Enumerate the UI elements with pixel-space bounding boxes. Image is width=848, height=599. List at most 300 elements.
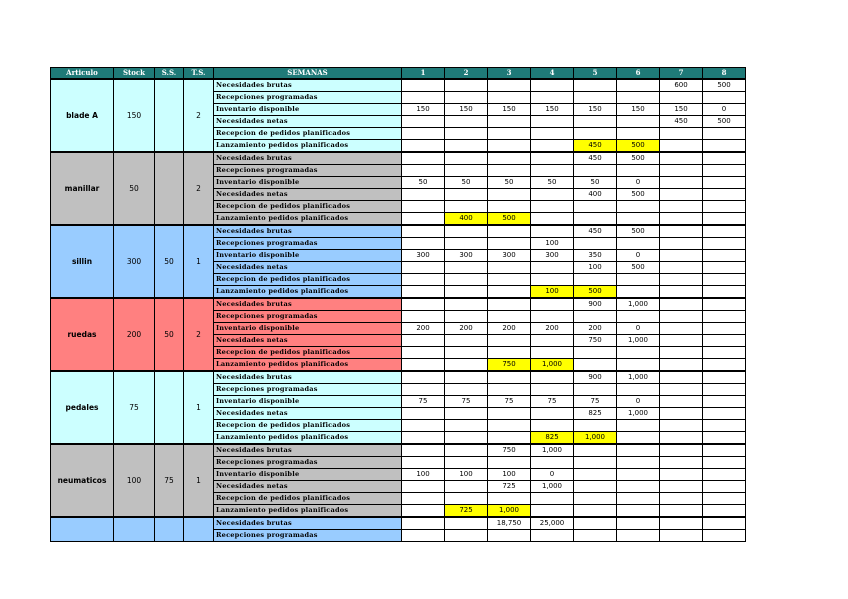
week-cell: 50 <box>488 177 531 189</box>
week-cell <box>488 140 531 153</box>
week-cell: 300 <box>531 250 574 262</box>
week-cell: 750 <box>488 444 531 457</box>
week-cell <box>531 201 574 213</box>
week-cell <box>703 469 746 481</box>
week-cell <box>402 225 445 238</box>
week-cell <box>402 335 445 347</box>
week-cell: 500 <box>617 189 660 201</box>
week-cell: 50 <box>445 177 488 189</box>
row-label: Inventario disponible <box>214 250 402 262</box>
week-cell: 0 <box>703 104 746 116</box>
week-cell: 0 <box>617 250 660 262</box>
item-safety-stock <box>155 152 184 225</box>
week-cell <box>488 201 531 213</box>
week-cell: 150 <box>402 104 445 116</box>
column-header: 1 <box>402 68 445 80</box>
row-label: Necesidades netas <box>214 189 402 201</box>
row-label: Necesidades netas <box>214 335 402 347</box>
week-cell: 500 <box>617 152 660 165</box>
week-cell <box>488 189 531 201</box>
week-cell <box>402 420 445 432</box>
week-cell <box>445 493 488 505</box>
week-cell <box>488 457 531 469</box>
week-cell <box>703 444 746 457</box>
week-cell <box>660 347 703 359</box>
column-header: SEMANAS <box>214 68 402 80</box>
week-cell <box>617 128 660 140</box>
week-cell <box>617 238 660 250</box>
week-cell <box>402 517 445 530</box>
week-cell <box>402 152 445 165</box>
week-cell: 750 <box>574 335 617 347</box>
row-label: Lanzamiento pedidos planificados <box>214 140 402 153</box>
week-cell: 1,000 <box>617 335 660 347</box>
item-lead-time: 1 <box>184 225 214 298</box>
week-cell: 75 <box>445 396 488 408</box>
row-label: Lanzamiento pedidos planificados <box>214 213 402 226</box>
week-cell <box>445 347 488 359</box>
week-cell <box>660 128 703 140</box>
week-cell <box>617 79 660 92</box>
week-cell <box>402 408 445 420</box>
week-cell <box>703 92 746 104</box>
row-label: Necesidades brutas <box>214 152 402 165</box>
row-label: Necesidades brutas <box>214 371 402 384</box>
week-cell <box>703 128 746 140</box>
item-lead-time: 1 <box>184 371 214 444</box>
week-cell <box>660 177 703 189</box>
week-cell <box>488 530 531 542</box>
week-cell <box>445 165 488 177</box>
item-stock: 300 <box>114 225 155 298</box>
week-cell <box>445 238 488 250</box>
week-cell <box>402 371 445 384</box>
week-cell <box>488 225 531 238</box>
week-cell <box>703 359 746 372</box>
week-cell <box>445 128 488 140</box>
week-cell <box>531 128 574 140</box>
week-cell: 1,000 <box>531 359 574 372</box>
week-cell: 75 <box>574 396 617 408</box>
week-cell: 500 <box>617 262 660 274</box>
week-cell <box>488 238 531 250</box>
week-cell: 300 <box>488 250 531 262</box>
week-cell <box>488 371 531 384</box>
week-cell: 150 <box>574 104 617 116</box>
week-cell <box>617 530 660 542</box>
table-row <box>51 225 746 238</box>
row-label: Recepciones programadas <box>214 165 402 177</box>
week-cell: 300 <box>445 250 488 262</box>
week-cell <box>660 420 703 432</box>
week-cell <box>402 457 445 469</box>
week-cell <box>660 225 703 238</box>
week-cell <box>445 371 488 384</box>
item-stock <box>114 517 155 542</box>
week-cell <box>445 311 488 323</box>
week-cell: 400 <box>574 189 617 201</box>
week-cell <box>703 323 746 335</box>
week-cell <box>660 201 703 213</box>
table-row <box>51 298 746 311</box>
week-cell <box>402 286 445 299</box>
week-cell <box>703 505 746 518</box>
week-cell <box>617 384 660 396</box>
week-cell <box>617 92 660 104</box>
week-cell <box>574 311 617 323</box>
week-cell <box>660 274 703 286</box>
week-cell: 400 <box>445 213 488 226</box>
row-label: Inventario disponible <box>214 396 402 408</box>
week-cell <box>703 225 746 238</box>
row-label: Recepcion de pedidos planificados <box>214 493 402 505</box>
week-cell: 100 <box>488 469 531 481</box>
week-cell <box>660 189 703 201</box>
week-cell <box>402 311 445 323</box>
week-cell: 600 <box>660 79 703 92</box>
week-cell <box>703 481 746 493</box>
week-cell <box>531 152 574 165</box>
week-cell: 0 <box>531 469 574 481</box>
week-cell <box>488 298 531 311</box>
week-cell <box>703 420 746 432</box>
week-cell <box>703 347 746 359</box>
week-cell <box>703 493 746 505</box>
week-cell <box>574 505 617 518</box>
week-cell: 450 <box>574 152 617 165</box>
week-cell <box>488 432 531 445</box>
week-cell <box>703 250 746 262</box>
week-cell <box>402 444 445 457</box>
week-cell: 725 <box>445 505 488 518</box>
week-cell <box>402 238 445 250</box>
item-safety-stock <box>155 517 184 542</box>
week-cell: 200 <box>488 323 531 335</box>
week-cell <box>445 444 488 457</box>
week-cell <box>402 359 445 372</box>
week-cell <box>703 311 746 323</box>
week-cell: 75 <box>402 396 445 408</box>
week-cell <box>574 201 617 213</box>
week-cell <box>488 347 531 359</box>
row-label: Lanzamiento pedidos planificados <box>214 286 402 299</box>
item-name: neumaticos <box>51 444 114 517</box>
week-cell <box>703 213 746 226</box>
week-cell <box>574 128 617 140</box>
row-label: Lanzamiento pedidos planificados <box>214 359 402 372</box>
week-cell <box>574 420 617 432</box>
week-cell: 50 <box>531 177 574 189</box>
week-cell <box>703 177 746 189</box>
table-row <box>51 79 746 92</box>
row-label: Recepciones programadas <box>214 530 402 542</box>
week-cell <box>488 116 531 128</box>
week-cell <box>660 457 703 469</box>
week-cell <box>445 92 488 104</box>
item-lead-time: 2 <box>184 152 214 225</box>
week-cell <box>660 250 703 262</box>
week-cell <box>445 189 488 201</box>
week-cell <box>445 517 488 530</box>
row-label: Necesidades brutas <box>214 298 402 311</box>
week-cell <box>445 152 488 165</box>
week-cell <box>402 481 445 493</box>
week-cell <box>531 384 574 396</box>
row-label: Necesidades netas <box>214 116 402 128</box>
week-cell <box>445 298 488 311</box>
item-lead-time: 2 <box>184 298 214 371</box>
row-label: Necesidades brutas <box>214 444 402 457</box>
week-cell <box>531 92 574 104</box>
week-cell: 500 <box>574 286 617 299</box>
week-cell: 500 <box>703 79 746 92</box>
week-cell <box>488 152 531 165</box>
week-cell <box>617 420 660 432</box>
week-cell <box>574 384 617 396</box>
week-cell <box>574 213 617 226</box>
week-cell: 0 <box>617 323 660 335</box>
week-cell: 200 <box>445 323 488 335</box>
week-cell: 825 <box>574 408 617 420</box>
item-lead-time <box>184 517 214 542</box>
week-cell <box>445 530 488 542</box>
week-cell <box>531 335 574 347</box>
week-cell <box>617 311 660 323</box>
week-cell: 1,000 <box>531 444 574 457</box>
week-cell: 1,000 <box>574 432 617 445</box>
row-label: Recepciones programadas <box>214 311 402 323</box>
row-label: Recepcion de pedidos planificados <box>214 420 402 432</box>
week-cell <box>703 335 746 347</box>
week-cell: 1,000 <box>617 371 660 384</box>
week-cell: 150 <box>488 104 531 116</box>
column-header: 6 <box>617 68 660 80</box>
week-cell <box>445 225 488 238</box>
week-cell <box>703 165 746 177</box>
week-cell: 0 <box>617 396 660 408</box>
row-label: Lanzamiento pedidos planificados <box>214 432 402 445</box>
week-cell <box>660 140 703 153</box>
week-cell <box>703 201 746 213</box>
row-label: Recepcion de pedidos planificados <box>214 347 402 359</box>
item-name: sillin <box>51 225 114 298</box>
week-cell <box>445 286 488 299</box>
week-cell <box>402 298 445 311</box>
week-cell <box>660 152 703 165</box>
week-cell: 200 <box>402 323 445 335</box>
column-header: 7 <box>660 68 703 80</box>
week-cell <box>488 311 531 323</box>
week-cell <box>703 384 746 396</box>
week-cell <box>488 262 531 274</box>
item-stock: 75 <box>114 371 155 444</box>
week-cell <box>531 420 574 432</box>
week-cell <box>574 347 617 359</box>
week-cell <box>660 335 703 347</box>
week-cell: 500 <box>488 213 531 226</box>
week-cell <box>531 225 574 238</box>
week-cell <box>531 274 574 286</box>
week-cell <box>531 165 574 177</box>
week-cell <box>703 274 746 286</box>
week-cell <box>531 530 574 542</box>
week-cell: 1,000 <box>617 298 660 311</box>
table-row <box>51 444 746 457</box>
week-cell <box>660 213 703 226</box>
week-cell <box>617 213 660 226</box>
week-cell <box>488 274 531 286</box>
week-cell <box>574 444 617 457</box>
item-lead-time: 2 <box>184 79 214 152</box>
week-cell <box>574 79 617 92</box>
row-label: Lanzamiento pedidos planificados <box>214 505 402 518</box>
item-name: ruedas <box>51 298 114 371</box>
week-cell <box>660 493 703 505</box>
item-stock: 100 <box>114 444 155 517</box>
item-safety-stock <box>155 79 184 152</box>
week-cell <box>703 189 746 201</box>
week-cell <box>402 140 445 153</box>
week-cell <box>660 311 703 323</box>
week-cell <box>402 201 445 213</box>
week-cell <box>617 274 660 286</box>
week-cell <box>531 505 574 518</box>
week-cell: 50 <box>402 177 445 189</box>
week-cell <box>574 359 617 372</box>
week-cell <box>660 165 703 177</box>
week-cell <box>531 347 574 359</box>
week-cell <box>574 165 617 177</box>
week-cell <box>703 238 746 250</box>
column-header: 2 <box>445 68 488 80</box>
row-label: Necesidades brutas <box>214 517 402 530</box>
week-cell <box>445 140 488 153</box>
row-label: Recepcion de pedidos planificados <box>214 274 402 286</box>
week-cell <box>703 262 746 274</box>
week-cell <box>574 517 617 530</box>
item-name: pedales <box>51 371 114 444</box>
week-cell <box>660 92 703 104</box>
row-label: Recepcion de pedidos planificados <box>214 201 402 213</box>
row-label: Necesidades netas <box>214 408 402 420</box>
week-cell: 25,000 <box>531 517 574 530</box>
week-cell <box>445 384 488 396</box>
week-cell <box>660 505 703 518</box>
week-cell <box>703 286 746 299</box>
table-row <box>51 517 746 530</box>
row-label: Necesidades netas <box>214 262 402 274</box>
week-cell: 350 <box>574 250 617 262</box>
week-cell <box>617 481 660 493</box>
week-cell <box>445 116 488 128</box>
week-cell <box>402 384 445 396</box>
week-cell <box>531 371 574 384</box>
week-cell <box>445 408 488 420</box>
row-label: Inventario disponible <box>214 323 402 335</box>
week-cell <box>617 165 660 177</box>
week-cell <box>488 493 531 505</box>
week-cell <box>445 420 488 432</box>
week-cell: 100 <box>531 286 574 299</box>
week-cell <box>703 298 746 311</box>
week-cell <box>402 213 445 226</box>
week-cell <box>488 420 531 432</box>
week-cell: 50 <box>574 177 617 189</box>
week-cell <box>617 286 660 299</box>
week-cell <box>617 469 660 481</box>
week-cell: 150 <box>617 104 660 116</box>
row-label: Inventario disponible <box>214 469 402 481</box>
item-name <box>51 517 114 542</box>
week-cell <box>617 359 660 372</box>
week-cell <box>703 371 746 384</box>
week-cell: 100 <box>402 469 445 481</box>
week-cell <box>445 359 488 372</box>
week-cell <box>617 493 660 505</box>
week-cell <box>617 444 660 457</box>
item-stock: 50 <box>114 152 155 225</box>
week-cell: 1,000 <box>488 505 531 518</box>
week-cell <box>531 140 574 153</box>
week-cell <box>703 432 746 445</box>
week-cell: 450 <box>574 140 617 153</box>
item-safety-stock <box>155 371 184 444</box>
table-body <box>51 79 746 542</box>
week-cell <box>488 384 531 396</box>
week-cell: 750 <box>488 359 531 372</box>
item-stock: 150 <box>114 79 155 152</box>
row-label: Recepciones programadas <box>214 457 402 469</box>
column-header: Stock <box>114 68 155 80</box>
item-name: blade A <box>51 79 114 152</box>
week-cell <box>402 165 445 177</box>
week-cell: 500 <box>617 140 660 153</box>
week-cell <box>531 213 574 226</box>
row-label: Necesidades brutas <box>214 225 402 238</box>
week-cell: 825 <box>531 432 574 445</box>
week-cell <box>531 79 574 92</box>
week-cell <box>402 347 445 359</box>
week-cell <box>660 530 703 542</box>
week-cell <box>574 238 617 250</box>
row-label: Recepciones programadas <box>214 238 402 250</box>
week-cell <box>445 201 488 213</box>
week-cell <box>574 469 617 481</box>
week-cell: 725 <box>488 481 531 493</box>
item-stock: 200 <box>114 298 155 371</box>
week-cell: 300 <box>402 250 445 262</box>
week-cell <box>660 432 703 445</box>
week-cell <box>703 152 746 165</box>
week-cell <box>445 432 488 445</box>
week-cell <box>445 79 488 92</box>
week-cell <box>488 408 531 420</box>
week-cell <box>402 116 445 128</box>
week-cell <box>660 286 703 299</box>
row-label: Recepciones programadas <box>214 384 402 396</box>
week-cell: 100 <box>531 238 574 250</box>
week-cell <box>531 116 574 128</box>
week-cell <box>402 493 445 505</box>
week-cell <box>660 396 703 408</box>
week-cell <box>660 517 703 530</box>
week-cell <box>531 311 574 323</box>
week-cell: 100 <box>574 262 617 274</box>
week-cell: 500 <box>617 225 660 238</box>
week-cell <box>402 262 445 274</box>
row-label: Inventario disponible <box>214 104 402 116</box>
week-cell: 900 <box>574 371 617 384</box>
